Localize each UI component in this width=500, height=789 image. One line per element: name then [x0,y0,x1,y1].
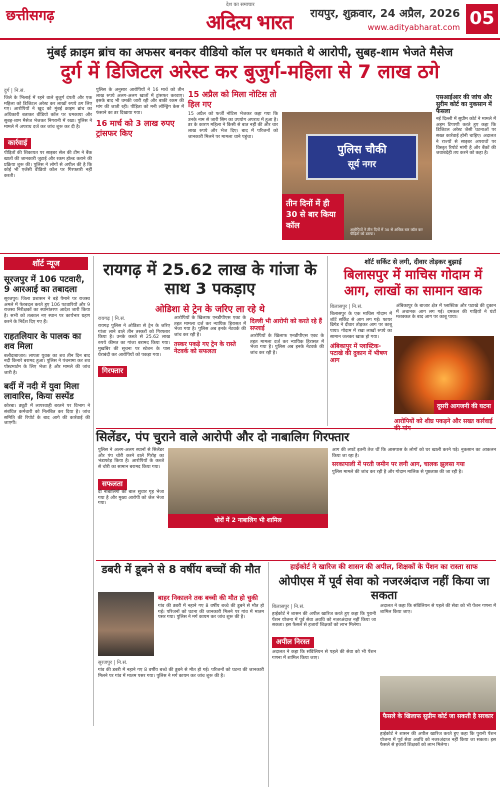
bilaspur-body-2: पुलिस मामले की जांच कर रही है और गोदाम मालिक से पूछताछ की जा रही है। [332,470,463,476]
shortnews-1-head: सूरजपुर में 106 पटवारी, 9 आरआई का तबादला [4,275,85,295]
dabri-byline: सूरजपुर | नि.सं. [98,660,128,666]
shortnews-2-body: बलौदाबाजार। लापता युवक का शव तीन दिन बाद नदी किनारे बरामद हुआ। पुलिस ने पंचनामा कर शव पोस्टमार्टम के लिए भेजा है और मामले की जांच जारी है। [4,353,90,376]
bilaspur-headline: बिलासपुर में माचिस गोदाम में आग, लाखों का सामान खाक [343,268,483,299]
fire-photo [394,336,494,414]
ambikapur-kicker: अंबिकापुर में प्लास्टिक-पटाखे की दुकान में भीषण आग [330,342,388,364]
bilaspur-body: बिलासपुर के एक माचिस गोदाम में शॉर्ट सर्किट से आग लग गई। फायर ब्रिगेड ने दीवार तोड़कर आग पर काबू पाया। गोदाम में रखा लाखों रुपये का सामान जलकर खाक हो गया। [330,312,392,340]
masthead [0,0,500,40]
dabri-body-2: गांव की डबरी में नहाने गए 8 वर्षीय बच्चे की डूबने से मौत हो गई। परिजनों को घटना की जानकारी मिलने पर गांव में मातम पसर गया। पुलिस ने मर्ग कायम कर जांच शुरू की है। [158,604,264,621]
highcourt-col-1 [272,604,376,786]
raigarh-col-1 [98,316,170,426]
shortnews-2-head: राहतलियार के पालक का शव मिला [4,331,82,352]
column-rule [268,562,269,787]
dabri-headline: डबरी में डूबने से 8 वर्षीय बच्चों की मौत [101,563,261,576]
bilaspur-sub-wrap [394,416,496,428]
highcourt-body-2: अदालत ने कहा कि संविलियन से पहले की सेवा को भी पेंशन गणना में शामिल किया जाए। [272,650,376,661]
shortnews-3-body: कोरबा। ड्यूटी में लापरवाही बरतने पर विभाग ने संबंधित कर्मचारी को निलंबित कर दिया है। जांच समिति की रिपोर्ट के बाद आगे की कार्रवाई की जाएगी। [4,404,90,427]
raigarh-byline: रायगढ़ | नि.सं. [98,316,126,322]
dabri-body: गांव की डबरी में नहाने गए 8 वर्षीय बच्चे की डूबने से मौत हो गई। परिजनों को घटना की जानकारी मिलने पर गांव में मातम पसर गया। पुलिस ने मर्ग कायम कर जांच शुरू की है। [98,668,264,679]
highcourt-headline: ओपीएस में पूर्व सेवा को नजरअंदाज नहीं किया जा सकता [278,574,490,602]
action-label: कार्रवाई [4,138,31,149]
shortnews-1-body: सूरजपुर। जिला प्रशासन ने बड़े पैमाने पर राजस्व अमले में फेरबदल करते हुए 106 पटवारियों और 9 राजस्व निरीक्षकों का स्थानांतरण आदेश जारी किया है। सभी को तत्काल नए स्थान पर कार्यभार ग्रहण करने के निर्देश दिए गए हैं। [4,297,90,325]
victim-photo [98,592,154,656]
highcourt-byline: बिलासपुर | नि.सं. [272,604,305,610]
lead-subhead-1: 16 मार्च को 3 लाख रुपए ट्रांसफर किए [96,118,175,138]
logo [200,2,310,36]
divider [0,253,500,254]
police-post-photo [282,112,432,240]
raigarh-subhead-2: तस्कर पकड़े गए ट्रेन के रास्ते नेटवर्क को सफलता [174,340,236,355]
lead-column-2 [96,88,184,252]
logo-tagline: देश का समाचार [226,2,255,8]
cylinder-body: पुलिस ने अलग-अलग स्थानों से सिलेंडर और पंप चोरी करने वाले गिरोह का भंडाफोड़ किया है। आरोपियों के कब्जे से चोरी का सामान बरामद किया गया। [98,448,164,471]
success-tag: सफलता [98,479,127,490]
lead-headline: दुर्ग में डिजिटल अरेस्ट कर बुजुर्ग-महिला से 7 लाख ठगे [60,61,440,83]
raigarh-subhead-3: दिल्ली भी आरोपी को करते रहे हैं सप्लाई [250,318,322,332]
court-photo [380,676,496,730]
column-rule [327,256,328,426]
dabri-col [98,660,264,786]
highcourt-kicker: हाईकोर्ट ने खारिज की शासन की अपील, शिक्षकों के पेंशन का रास्ता साफ [290,563,478,571]
lead-kicker: मुंबई क्राइम ब्रांच का अफसर बनकर वीडियो कॉल पर धमकाते थे आरोपी, सुबह-शाम भेजते मैसेज [47,45,453,59]
lead-right-column [436,92,496,252]
column-rule [93,256,94,726]
police-sign [306,134,418,180]
right-body: नई दिल्ली में सुप्रीम कोर्ट ने मामले में अहम टिप्पणी करते हुए कहा कि डिजिटल अरेस्ट जैसी घटनाओं पर सख्त कार्रवाई होनी चाहिए। अदालत ने राज्यों से साइबर अपराधों पर विस्तृत रिपोर्ट मांगी है और बैंकों की जवाबदेही तय करने को कहा है। [436,117,496,157]
dabri-subhead: बाहर निकालने तक बच्ची की मौत हो चुकी [158,594,258,602]
divider [96,560,496,561]
raigarh-headline: रायगढ़ में 25.62 लाख के गांजा के साथ 3 पकड़ाए [103,260,317,298]
raigarh-col-2 [174,316,246,426]
arrest-caption: चोरों में 2 नाबालिग भी शामिल [168,514,328,528]
highcourt-body-4: हाईकोर्ट ने शासन की अपील खारिज करते हुए कहा कि पुरानी पेंशन योजना में पूर्व सेवा अवधि को नजरअंदाज नहीं किया जा सकता। इस फैसले से हजारों शिक्षकों को लाभ मिलेगा। [380,732,496,749]
arrest-photo [168,448,328,528]
photo-overlay: तीन दिनों में ही 30 से बार किया कॉल [282,194,344,240]
right-kicker: एसआईआर की जांच और सुरीम कोर्ट का नुकसान में फैसला [436,94,492,115]
highcourt-body-3: अदालत ने कहा कि संविलियन से पहले की सेवा को भी पेंशन गणना में शामिल किया जाए। [380,604,496,615]
website-link[interactable]: www.adityabharat.com [367,23,460,32]
bilaspur-subhead: आरोपियों को शीघ्र पकड़ने और सख्त कार्रवाई [394,418,493,425]
lead-column-3 [188,88,278,252]
lead-column-1 [4,88,92,252]
highcourt-col-2 [380,604,496,674]
cylinder-col-right [332,448,496,558]
ambikapur-body-2: आग की लपटें इतनी तेज थीं कि आसपास के लोगों को घर खाली करने पड़े। नुकसान का आकलन किया जा रहा है। [332,448,496,459]
cylinder-col-1 [98,448,164,558]
raigarh-body: रायगढ़ पुलिस ने ओडिशा से ट्रेन के जरिए गांजा लाने वाले तीन तस्करों को गिरफ्तार किया है। उनके कब्जे से 25.62 लाख रुपये कीमत का गांजा बरामद किया गया। मुखबिर की सूचना पर स्टेशन के पास घेराबंदी कर आरोपियों को पकड़ा गया। [98,324,170,358]
raigarh-body-2: आरोपियों के खिलाफ एनडीपीएस एक्ट के तहत मामला दर्ज कर न्यायिक हिरासत में भेजा गया है। पुलिस अब इनके नेटवर्क की जांच कर रही है। [174,316,246,339]
section-name: छत्तीसगढ़ [6,8,55,24]
bilaspur-kicker: शॉर्ट सर्किट से लगी, दीवार तोड़कर बुझाई [364,258,462,266]
fire-caption: दूसरी आगजनी की घटना [434,400,494,414]
raigarh-col-3 [250,316,324,426]
dabri-col-2 [158,592,264,658]
lead-body-1b: पीड़ितों की शिकायत पर साइबर सेल की टीम ने बैंक खातों की जानकारी जुटाई और रकम होल्ड कराने की प्रक्रिया शुरू की। पुलिस ने लोगों से अपील की है कि कोई भी एजेंसी वीडियो कॉल पर गिरफ्तारी नहीं करती। [4,151,92,180]
highcourt-body: हाईकोर्ट ने शासन की अपील खारिज करते हुए कहा कि पुरानी पेंशन योजना में पूर्व सेवा अवधि को नजरअंदाज नहीं किया जा सकता। इस फैसले से हजारों शिक्षकों को लाभ मिलेगा। [272,612,376,629]
lead-body-2: पुलिस के अनुसार आरोपियों ने 16 मार्च को तीन लाख रुपये अलग-अलग खातों में ट्रांसफर करवाए। इसके बाद भी धमकी जारी रही और बाकी रकम की मांग की जाती रही। पीड़िता को मनी लॉन्ड्रिंग केस में फंसाने का डर दिखाया गया। [96,88,184,116]
shortnews-column [4,273,90,723]
divider [96,428,496,429]
dateline: रायपुर, शुक्रवार, 24 अप्रैल, 2026 [310,7,460,20]
bilaspur-col-1 [330,304,392,426]
court-caption: फैसले के खिलाफ सुप्रीम कोर्ट जा सकती है सरकार [380,712,496,730]
raigarh-subhead: ओडिशा से ट्रेन के जरिए ला रहे थे [155,305,265,315]
shortnews-label: शॉर्ट न्यूज [4,257,88,270]
highcourt-col-3 [380,732,496,786]
cylinder-headline: सिलेंडर, पंप चुराने वाले आरोपी और दो नाबालिग गिरफ्तार [96,430,350,444]
shortnews-3-head: बर्दी में नदी में युवा मिला लावारिस, किया सस्पेंड [4,382,80,403]
page-number: 05 [466,4,498,34]
raigarh-tag: गिरफ्तार [98,366,127,377]
ambikapur-box [396,304,496,334]
bilaspur-byline: बिलासपुर | नि.सं. [330,304,363,310]
lead-subhead-2: 15 अप्रैल को मिला नोटिस तो हिल गए [188,90,277,109]
logo-text: अदित्य भारत [206,10,293,34]
cylinder-body-2: दो नाबालिगों को बाल सुधार गृह भेजा गया है और मुख्य आरोपी को जेल भेजा गया। [98,489,164,507]
lead-body-1: जिले के भिलाई में रहने वाले बुजुर्ग दंपती और एक महिला को डिजिटल अरेस्ट कर लाखों रुपये ठग लिए गए। आरोपियों ने खुद को मुंबई क्राइम ब्रांच का अधिकारी बताकर वीडियो कॉल पर धमकाया और सुबह-शाम मैसेज भेजकर निगरानी में रखा। पुलिस ने मामले में अपराध दर्ज कर जांच शुरू कर दी है। [4,96,92,130]
ambikapur-subhead: सरकापाली में परती जमीन पर लगी आग, चालक झुलसा गया [332,461,465,469]
raigarh-body-3: आरोपियों के खिलाफ एनडीपीएस एक्ट के तहत मामला दर्ज कर न्यायिक हिरासत में भेजा गया है। पुलिस अब इनके नेटवर्क की जांच कर रही है। [250,334,324,357]
lead-byline: दुर्ग | नि.सं. [4,88,25,94]
appeal-tag: अपील निरस्त [272,637,314,648]
lead-body-3: 15 अप्रैल को फर्जी नोटिस भेजकर कहा गया कि उनके नाम से जारी सिम का उपयोग अपराध में हुआ है। डर के कारण महिला ने किसी से बात नहीं की और चार लाख रुपये और भेज दिए। बाद में परिजनों को जानकारी मिलने पर मामला थाने पहुंचा। [188,112,278,140]
sign-line-1: पुलिस चौकी [337,143,387,156]
sign-line-2: सूर्य नगर [347,160,377,170]
photo-caption: आरोपियों ने तीन दिनों में 30 से अधिक बार कॉल कर पीड़ितों को डराया। [350,226,423,237]
ambikapur-body: अंबिकापुर के बाजार क्षेत्र में प्लास्टिक और पटाखे की दुकान में अचानक आग लग गई। दमकल की गाड़ियों ने घंटों मशक्कत के बाद आग पर काबू पाया। [396,304,496,321]
